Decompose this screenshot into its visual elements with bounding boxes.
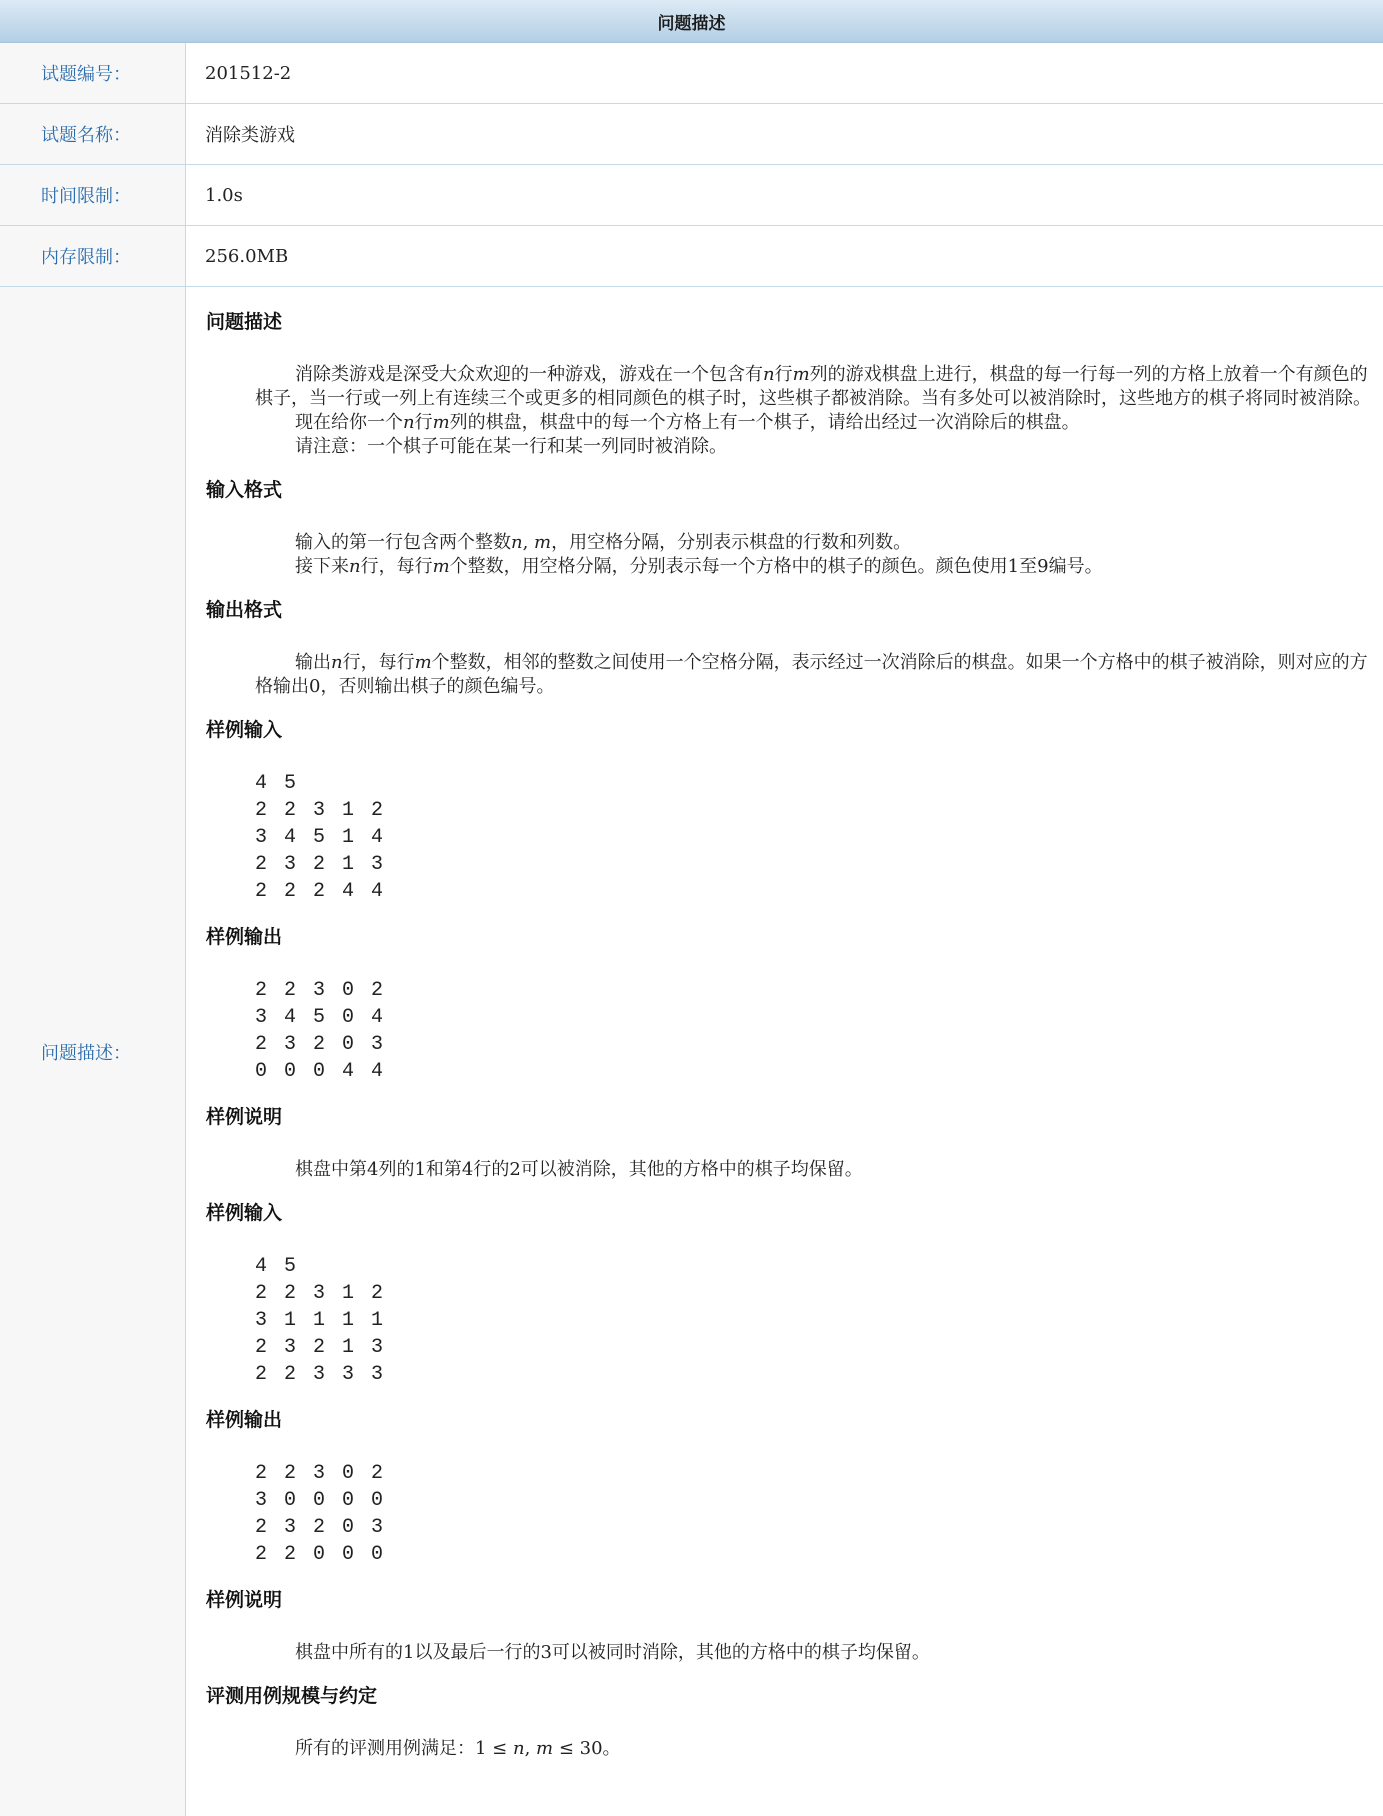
section [206, 310, 1377, 459]
meta-row-memory-limit [0, 226, 1383, 287]
text-segment: 消除类游戏是深受大众欢迎的一种游戏，游戏在一个包含有 [295, 364, 763, 385]
header-title: 问题描述 [657, 13, 726, 34]
math-variable: m [792, 364, 810, 385]
section-heading: 样例说明 [206, 1589, 283, 1611]
text-segment: ≤ 30。 [553, 1738, 621, 1759]
paragraph [255, 363, 1377, 411]
text-segment: 输入的第一行包含两个整数 [295, 532, 511, 553]
section-body [255, 1158, 1377, 1182]
section [206, 598, 1377, 699]
section-body [255, 1641, 1377, 1665]
paragraph [255, 435, 1377, 459]
text-segment: 行，每行 [360, 556, 433, 577]
math-variable: m [432, 556, 450, 577]
section-body [255, 651, 1377, 699]
text-segment: 请注意：一个棋子可能在某一行和某一列同时被消除。 [295, 436, 727, 457]
text-segment: 棋盘中第4列的1和第4行的2可以被消除，其他的方格中的棋子均保留。 [295, 1159, 863, 1180]
math-variable: n [331, 652, 343, 673]
section [206, 1201, 1377, 1388]
paragraph [255, 411, 1377, 435]
math-variable: m [534, 532, 552, 553]
text-segment: 个整数，相邻的整数之间使用一个空格分隔，表示经过一次消除后的棋盘。如果一个方格中的棋子被消除，则对应的方格输出0，否则输出棋子的颜色编号。 [255, 652, 1368, 697]
memory-limit-label: 内存限制： [0, 226, 186, 286]
text-segment: 所有的评测用例满足：1 ≤ [295, 1738, 513, 1759]
math-variable: m [432, 412, 450, 433]
math-variable: n [403, 412, 415, 433]
sample-data-block: 2 2 3 0 2 3 0 0 0 0 2 3 2 0 3 2 2 0 0 0 [255, 1462, 386, 1566]
text-segment: 个整数，用空格分隔，分别表示每一个方格中的棋子的颜色。颜色使用1至9编号。 [449, 556, 1103, 577]
meta-row-problem-id [0, 43, 1383, 104]
problem-name-value: 消除类游戏 [205, 125, 295, 146]
sample-data-block: 2 2 3 0 2 3 4 5 0 4 2 3 2 0 3 0 0 0 4 4 [255, 979, 386, 1083]
section [206, 925, 1377, 1085]
math-variable: n [349, 556, 361, 577]
text-segment: 行 [774, 364, 793, 385]
section [206, 1408, 1377, 1568]
sample-data-block: 4 5 2 2 3 1 2 3 1 1 1 1 2 3 2 1 3 2 2 3 3 3 [255, 1255, 386, 1386]
section-heading: 输入格式 [206, 479, 283, 501]
paragraph [255, 555, 1377, 579]
section [206, 718, 1377, 905]
math-variable: n [763, 364, 775, 385]
math-variable: n [511, 532, 523, 553]
math-variable: n [512, 1738, 525, 1759]
text-segment: 列的棋盘，棋盘中的每一个方格上有一个棋子，请给出经过一次消除后的棋盘。 [449, 412, 1080, 433]
section [206, 1684, 1377, 1761]
text-segment: 棋盘中所有的1以及最后一行的3可以被同时消除，其他的方格中的棋子均保留。 [295, 1642, 930, 1663]
section [206, 1105, 1377, 1182]
time-limit-value: 1.0s [205, 184, 243, 206]
text-segment: 列的游戏棋盘上进行，棋盘的每一行每一列的方格上放着一个有颜色的棋子，当一行或一列上有连续三个或更多的相同颜色的棋子时，这些棋子都被消除。当有多处可以被消除时，这些地方的棋子将同时被消除。 [255, 364, 1371, 409]
section-heading: 问题描述 [206, 311, 283, 333]
math-variable: m [536, 1738, 554, 1759]
description-label: 问题描述： [0, 287, 186, 1816]
problem-id-label: 试题编号： [0, 43, 186, 103]
sample-data-block: 4 5 2 2 3 1 2 3 4 5 1 4 2 3 2 1 3 2 2 2 4 4 [255, 772, 386, 903]
meta-table [0, 43, 1383, 287]
section-heading: 样例输入 [206, 1202, 283, 1224]
time-limit-label: 时间限制： [0, 165, 186, 225]
paragraph [255, 531, 1377, 555]
section-body [255, 1737, 1377, 1761]
meta-row-problem-name [0, 104, 1383, 165]
description-content [186, 287, 1383, 1816]
math-variable: m [414, 652, 432, 673]
text-segment: 行 [414, 412, 433, 433]
section [206, 1588, 1377, 1665]
problem-id-value: 201512-2 [205, 62, 292, 84]
section-heading: 评测用例规模与约定 [206, 1685, 378, 1707]
text-segment: 输出 [295, 652, 331, 673]
section-heading: 输出格式 [206, 599, 283, 621]
paragraph [255, 1158, 1377, 1182]
section-heading: 样例说明 [206, 1106, 283, 1128]
section-heading: 样例输出 [206, 926, 283, 948]
paragraph [255, 1641, 1377, 1665]
description-row [0, 287, 1383, 1816]
section [206, 478, 1377, 579]
meta-row-time-limit [0, 165, 1383, 226]
problem-header [0, 0, 1383, 43]
section-heading: 样例输入 [206, 719, 283, 741]
text-segment: 接下来 [295, 556, 349, 577]
paragraph [255, 651, 1377, 699]
problem-name-label: 试题名称： [0, 104, 186, 164]
paragraph [255, 1737, 1377, 1761]
text-segment: , [524, 1738, 537, 1759]
text-segment: 行，每行 [342, 652, 415, 673]
memory-limit-value: 256.0MB [205, 245, 289, 267]
section-body [255, 531, 1377, 579]
section-heading: 样例输出 [206, 1409, 283, 1431]
text-segment: 现在给你一个 [295, 412, 403, 433]
section-body [255, 363, 1377, 459]
text-segment: , [522, 532, 535, 553]
text-segment: ，用空格分隔，分别表示棋盘的行数和列数。 [551, 532, 912, 553]
